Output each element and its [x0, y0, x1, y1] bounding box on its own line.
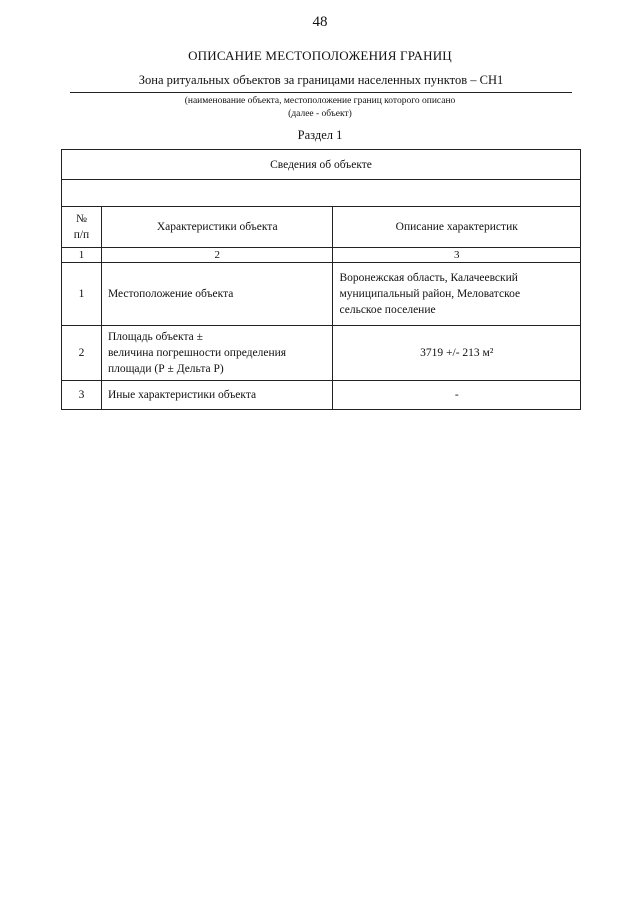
col-header-characteristics: Характеристики объекта	[101, 207, 333, 248]
col-index-1: 1	[62, 248, 102, 263]
row-characteristic	[101, 263, 333, 326]
row-characteristic-line: Иные характеристики объекта	[107, 389, 257, 401]
table-empty-row	[62, 180, 581, 207]
row-characteristic-line: Площадь объекта ±	[107, 331, 203, 343]
underline-rule	[70, 92, 572, 93]
row-number: 1	[62, 263, 102, 326]
table-row	[62, 326, 581, 381]
object-info-table	[61, 149, 581, 410]
col-header-description: Описание характеристик	[333, 207, 581, 248]
row-number: 3	[62, 381, 102, 410]
col-header-number-line-1: №	[75, 213, 87, 225]
row-number: 2	[62, 326, 102, 381]
row-characteristic-line: величина погрешности определения	[107, 347, 287, 359]
row-description-line: муниципальный район, Меловатское	[339, 288, 521, 300]
table-heading: Сведения об объекте	[62, 150, 581, 180]
row-description	[333, 263, 581, 326]
object-caption	[0, 95, 640, 121]
col-header-number-line-2: п/п	[73, 229, 90, 241]
row-description-line: сельское поселение	[339, 304, 436, 316]
row-characteristic	[101, 381, 333, 410]
page-number: 48	[312, 14, 328, 30]
table-row	[62, 263, 581, 326]
caption-line-2: (далее - объект)	[288, 109, 352, 119]
caption-line-1: (наименование объекта, местоположение границ которого описано	[184, 96, 456, 106]
col-index-3: 3	[333, 248, 581, 263]
document-title: ОПИСАНИЕ МЕСТОПОЛОЖЕНИЯ ГРАНИЦ	[188, 48, 452, 63]
row-description	[333, 381, 581, 410]
row-description	[333, 326, 581, 381]
row-characteristic	[101, 326, 333, 381]
table-row	[62, 381, 581, 410]
row-characteristic-line: площади (Р ± Дельта Р)	[107, 363, 224, 375]
col-index-2: 2	[101, 248, 333, 263]
row-description-line: 3719 +/- 213 м²	[420, 347, 494, 359]
row-description-line: -	[454, 389, 459, 401]
section-title: Раздел 1	[297, 128, 343, 142]
row-description-line: Воронежская область, Калачеевский	[339, 272, 518, 284]
row-characteristic-line: Местоположение объекта	[107, 288, 234, 300]
object-name: Зона ритуальных объектов за границами населенных пунктов – СН1	[138, 73, 504, 87]
col-header-number	[62, 207, 102, 248]
